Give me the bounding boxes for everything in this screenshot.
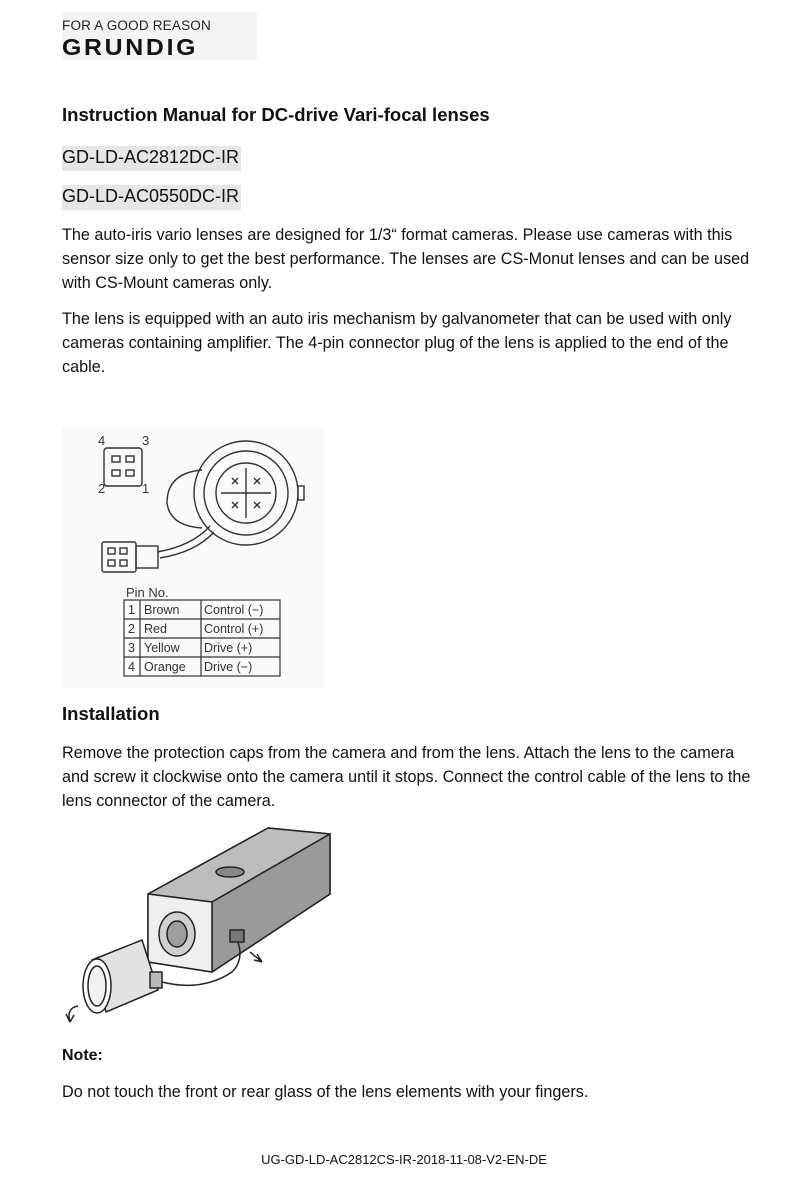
pin-2-color: Red <box>144 622 167 636</box>
manual-title: Instruction Manual for DC-drive Vari-focal lenses <box>62 104 490 125</box>
pin-1-color: Brown <box>144 603 180 617</box>
intro-paragraph-1: The auto-iris vario lenses are designed for 1/3“ format cameras. Please use cameras with this sensor size only to get the best performance. The lenses are CS-Monut lenses and can be used with CS-Mount cameras only. <box>62 226 750 292</box>
model-number-2: GD-LD-AC0550DC-IR <box>62 185 241 210</box>
pin-label-3: 3 <box>142 433 150 448</box>
logo-tagline: FOR A GOOD REASON <box>62 18 211 33</box>
pin-label-2: 2 <box>98 481 106 496</box>
pin-2-number: 2 <box>128 622 135 636</box>
grundig-logo <box>62 12 257 60</box>
note-label: Note: <box>62 1047 103 1064</box>
pin-2-function: Control (+) <box>204 622 264 636</box>
pin-label-4: 4 <box>98 433 106 448</box>
model-number-1: GD-LD-AC2812DC-IR <box>62 146 241 171</box>
pin-1-function: Control (−) <box>204 603 264 617</box>
pin-1-number: 1 <box>128 603 135 617</box>
pin-3-color: Yellow <box>144 641 180 655</box>
logo-brand: GRUNDIG <box>62 34 199 60</box>
lens-connector-diagram <box>62 428 324 688</box>
pin-4-function: Drive (−) <box>204 660 253 674</box>
installation-heading: Installation <box>62 703 160 724</box>
note-text: Do not touch the front or rear glass of the lens elements with your fingers. <box>62 1083 589 1101</box>
pin-label-1: 1 <box>142 481 150 496</box>
document-footer-code: UG-GD-LD-AC2812CS-IR-2018-11-08-V2-EN-DE <box>261 1152 547 1167</box>
camera-installation-illustration <box>62 822 342 1038</box>
pin-3-number: 3 <box>128 641 135 655</box>
intro-paragraph-2: The lens is equipped with an auto iris mechanism by galvanometer that can be used with only cameras containing amplifier. The 4-pin connector plug of the lens is applied to the end of the cable. <box>62 310 732 376</box>
pin-4-number: 4 <box>128 660 135 674</box>
pin-3-function: Drive (+) <box>204 641 253 655</box>
installation-text: Remove the protection caps from the camera and from the lens. Attach the lens to the camera and screw it clockwise onto the camera until it stops. Connect the control cable of the lens to the lens connector of the camera. <box>62 744 751 810</box>
pin-4-color: Orange <box>144 660 186 674</box>
pin-table-title: Pin No. <box>126 585 169 600</box>
